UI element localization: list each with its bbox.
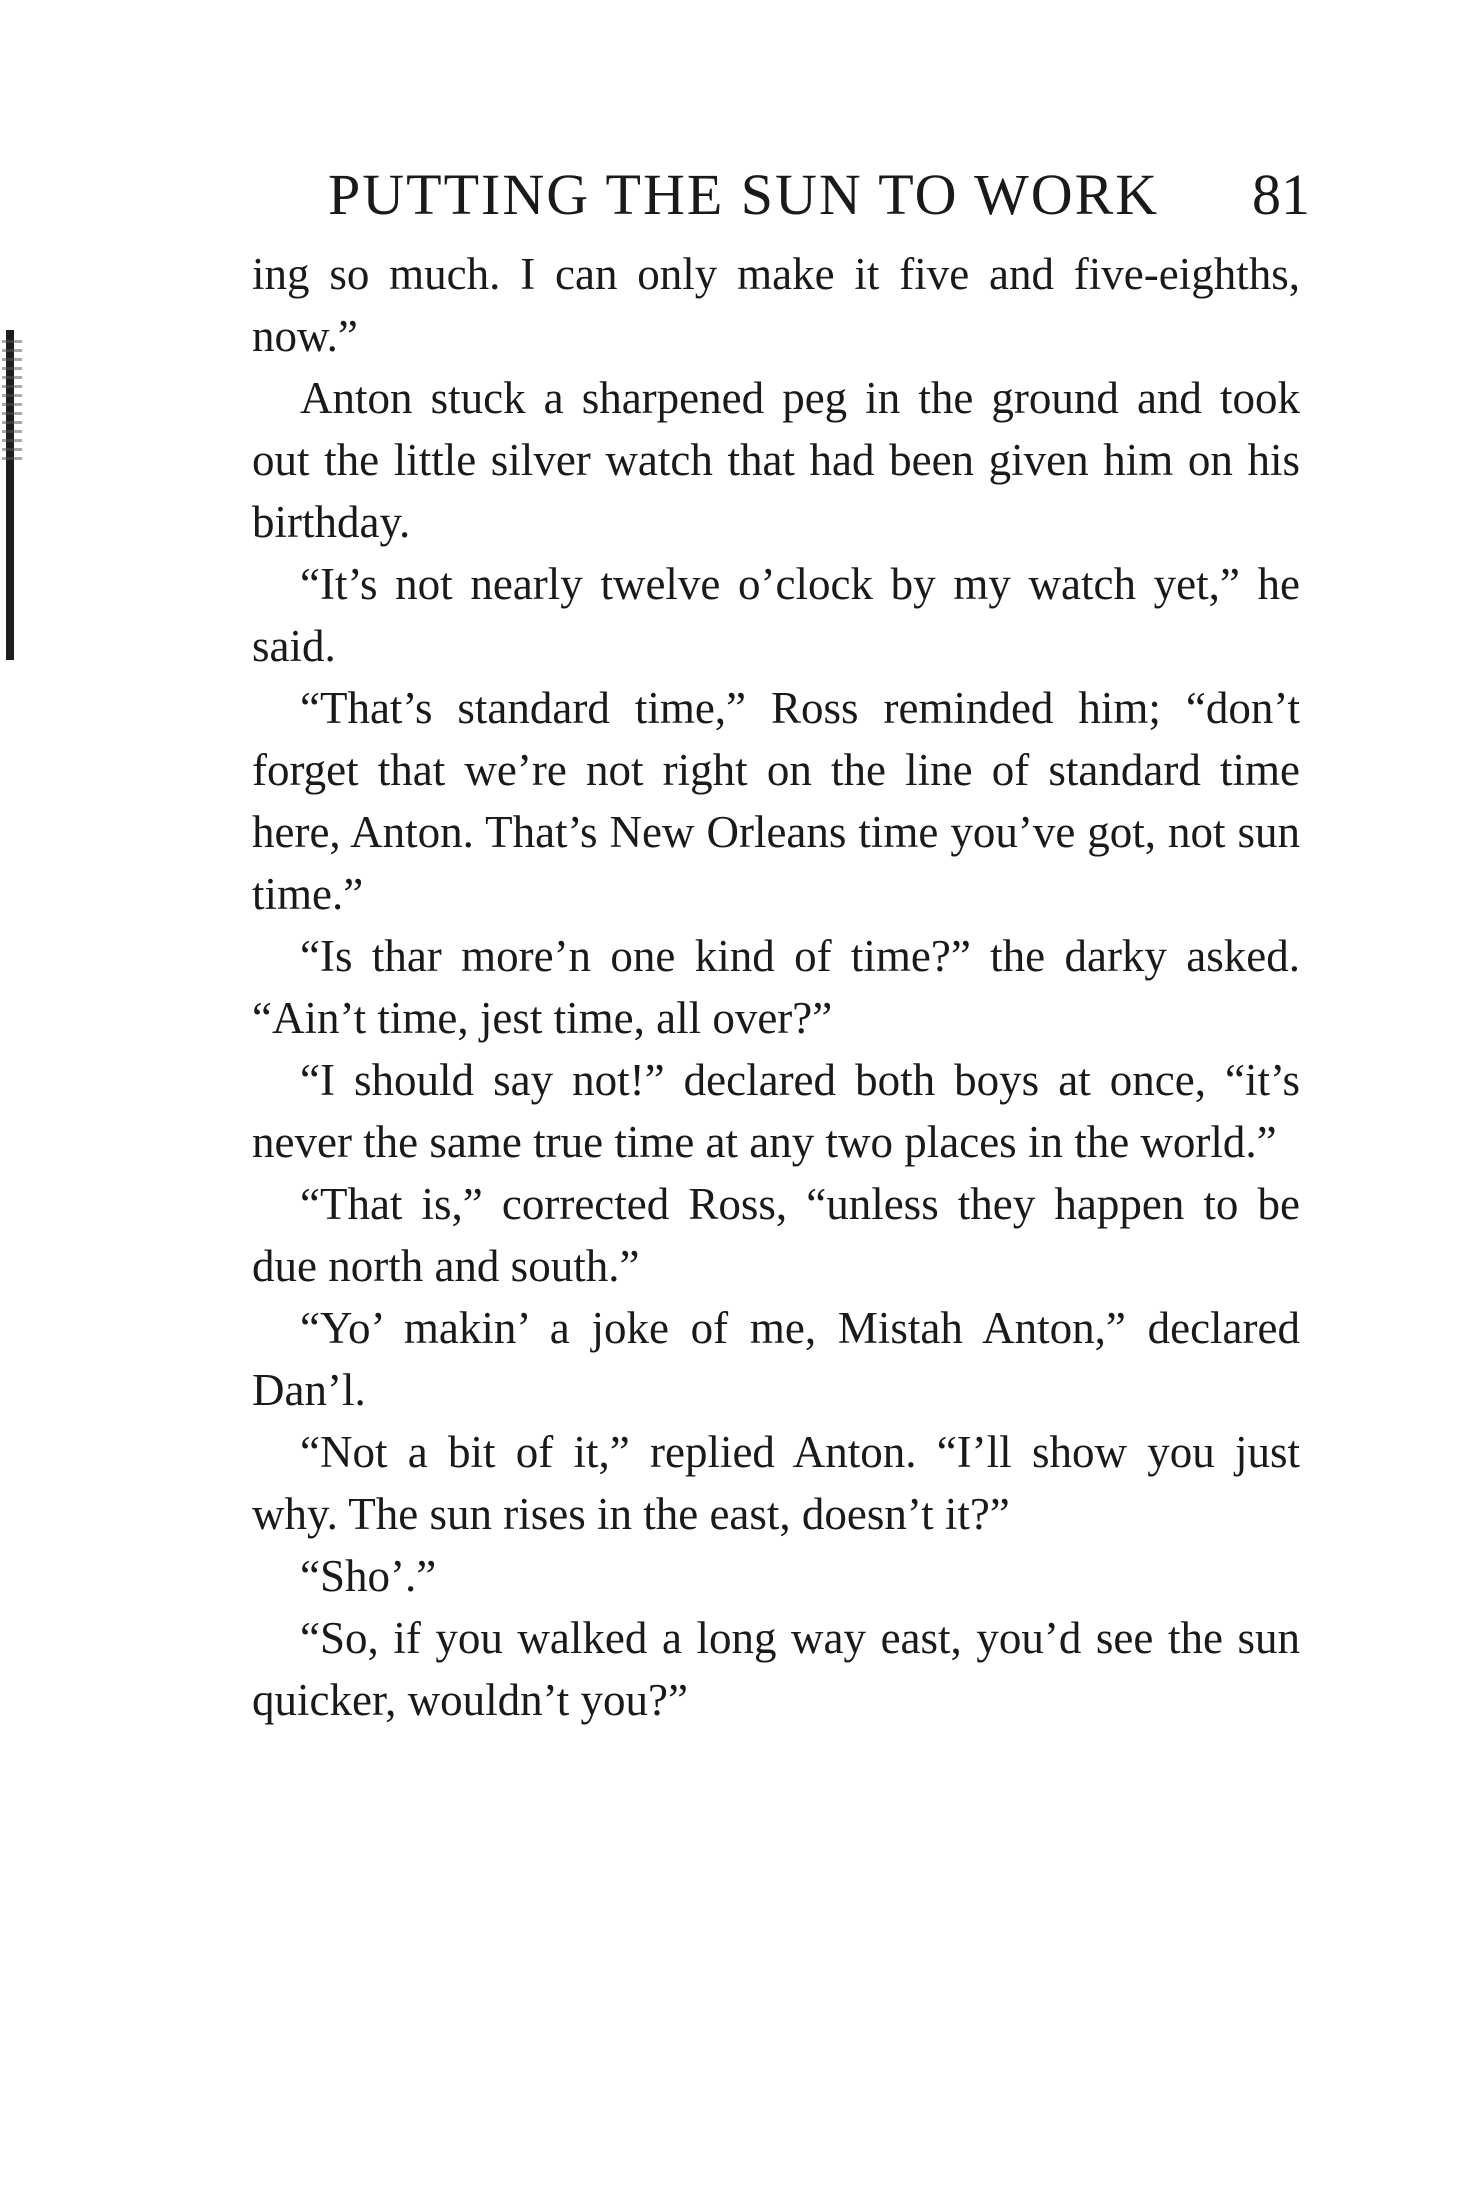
paragraph: “Sho’.” [300, 1551, 437, 1601]
body-text [252, 243, 1300, 1731]
running-title: PUTTING THE SUN TO WORK [328, 162, 1160, 227]
page-number: 81 [1252, 162, 1310, 227]
paragraph: “That’s standard time,” Ross reminded him; “don’t forget that we’re not right on the line of standard time here, Anton. That’s New Orleans time you’ve got, not sun time.” [252, 683, 1300, 919]
paragraph: “Not a bit of it,” replied Anton. “I’ll show you just why. The sun rises in the east, doesn’t it?” [252, 1427, 1300, 1539]
paragraph: “That is,” corrected Ross, “unless they happen to be due north and south.” [252, 1179, 1300, 1291]
paragraph: “It’s not nearly twelve o’clock by my watch yet,” he said. [252, 559, 1300, 671]
paragraph: “Yo’ makin’ a joke of me, Mistah Anton,” declared Dan’l. [252, 1303, 1300, 1415]
binding-edge-speckle [2, 340, 22, 460]
paragraph: “Is thar more’n one kind of time?” the darky asked. “Ain’t time, jest time, all over?” [252, 931, 1300, 1043]
paragraph-continuation: ing so much. I can only make it five and five-eighths, now.” [252, 249, 1300, 361]
paragraph: Anton stuck a sharpened peg in the ground and took out the little silver watch that had been given him on his birthday. [252, 373, 1300, 547]
paragraph: “So, if you walked a long way east, you’d see the sun quicker, wouldn’t you?” [252, 1613, 1300, 1725]
paragraph: “I should say not!” declared both boys at once, “it’s never the same true time at any two places in the world.” [252, 1055, 1300, 1167]
running-head [250, 160, 1310, 230]
